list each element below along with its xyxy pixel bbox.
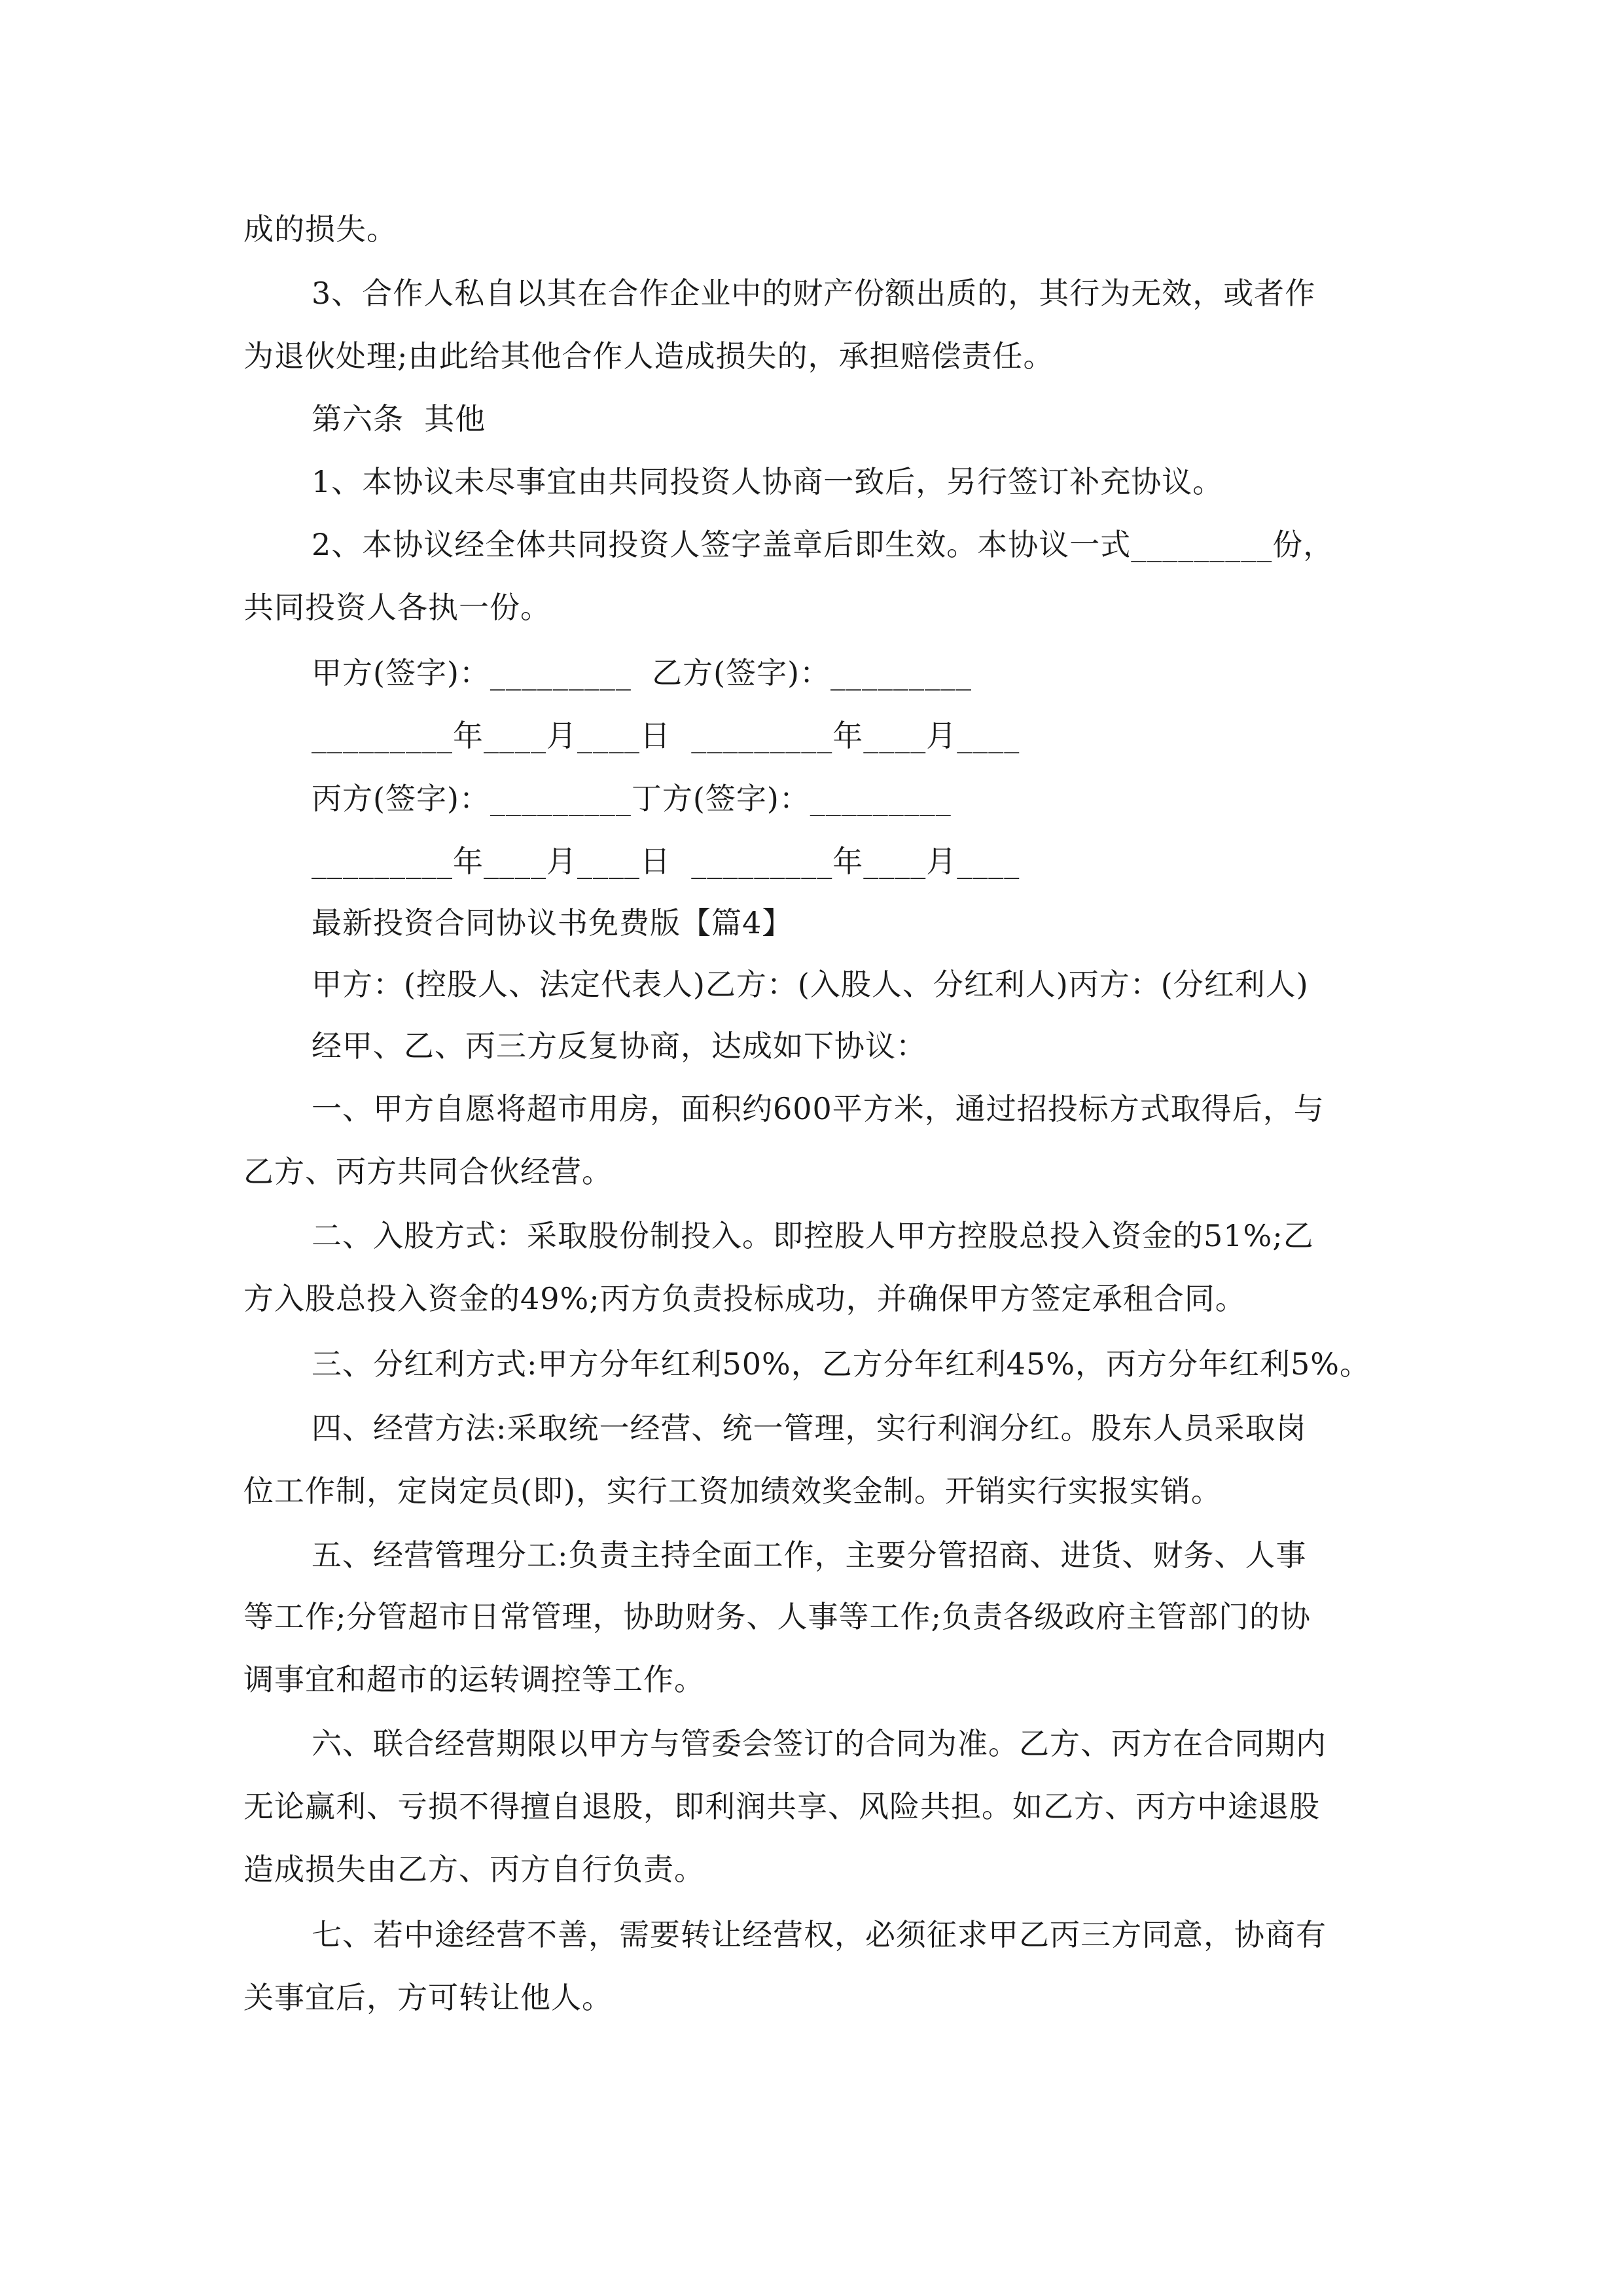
text-line: 五、经营管理分工:负责主持全面工作，主要分管招商、进货、财务、人事 bbox=[312, 1537, 1307, 1573]
text-line: 为退伙处理;由此给其他合作人造成损失的，承担赔偿责任。 bbox=[243, 338, 1054, 374]
text-line: 成的损失。 bbox=[243, 211, 397, 247]
text-line: 经甲、乙、丙三方反复协商，达成如下协议： bbox=[312, 1028, 927, 1064]
section-heading: 第六条 其他 bbox=[312, 401, 486, 437]
text-line: 关事宜后，方可转让他人。 bbox=[243, 1980, 613, 2015]
text-line: 四、经营方法:采取统一经营、统一管理，实行利润分红。股东人员采取岗 bbox=[312, 1410, 1307, 1446]
text-line: 1、本协议未尽事宜由共同投资人协商一致后，另行签订补充协议。 bbox=[312, 464, 1224, 499]
text-line: 六、联合经营期限以甲方与管委会签订的合同为准。乙方、丙方在合同期内 bbox=[312, 1726, 1327, 1761]
text-line: 共同投资人各执一份。 bbox=[243, 590, 551, 625]
text-line: 三、分红利方式:甲方分年红利50%，乙方分年红利45%，丙方分年红利5%。 bbox=[312, 1346, 1370, 1382]
text-line: 七、若中途经营不善，需要转让经营权，必须征求甲乙丙三方同意，协商有 bbox=[312, 1917, 1327, 1952]
text-line: 一、甲方自愿将超市用房，面积约600平方米，通过招投标方式取得后，与 bbox=[312, 1091, 1325, 1126]
date-line: _________年____月____日 _________年____月____ bbox=[312, 844, 1020, 879]
signature-line: 甲方(签字)：_________ 乙方(签字)：_________ bbox=[312, 655, 972, 691]
text-line: 位工作制，定岗定员(即)，实行工资加绩效奖金制。开销实行实报实销。 bbox=[243, 1473, 1222, 1509]
text-line: 造成损失由乙方、丙方自行负责。 bbox=[243, 1852, 705, 1887]
text-line: 方入股总投入资金的49%;丙方负责投标成功，并确保甲方签定承租合同。 bbox=[243, 1281, 1246, 1316]
text-line: 无论赢利、亏损不得擅自退股，即利润共享、风险共担。如乙方、丙方中途退股 bbox=[243, 1789, 1320, 1824]
date-line: _________年____月____日 _________年____月____ bbox=[312, 718, 1020, 753]
text-line: 等工作;分管超市日常管理，协助财务、人事等工作;负责各级政府主管部门的协 bbox=[243, 1599, 1311, 1634]
signature-line: 丙方(签字)：_________丁方(签字)：_________ bbox=[312, 781, 952, 816]
text-line: 乙方、丙方共同合伙经营。 bbox=[243, 1154, 613, 1189]
text-line: 二、入股方式：采取股份制投入。即控股人甲方控股总投入资金的51%;乙 bbox=[312, 1218, 1314, 1253]
text-line: 调事宜和超市的运转调控等工作。 bbox=[243, 1662, 705, 1697]
article-title: 最新投资合同协议书免费版【篇4】 bbox=[312, 905, 793, 941]
text-line: 3、合作人私自以其在合作企业中的财产份额出质的，其行为无效，或者作 bbox=[312, 276, 1316, 311]
text-line: 2、本协议经全体共同投资人签字盖章后即生效。本协议一式_________份， bbox=[312, 527, 1334, 562]
parties-line: 甲方：(控股人、法定代表人)乙方：(入股人、分红利人)丙方：(分红利人) bbox=[312, 967, 1309, 1002]
